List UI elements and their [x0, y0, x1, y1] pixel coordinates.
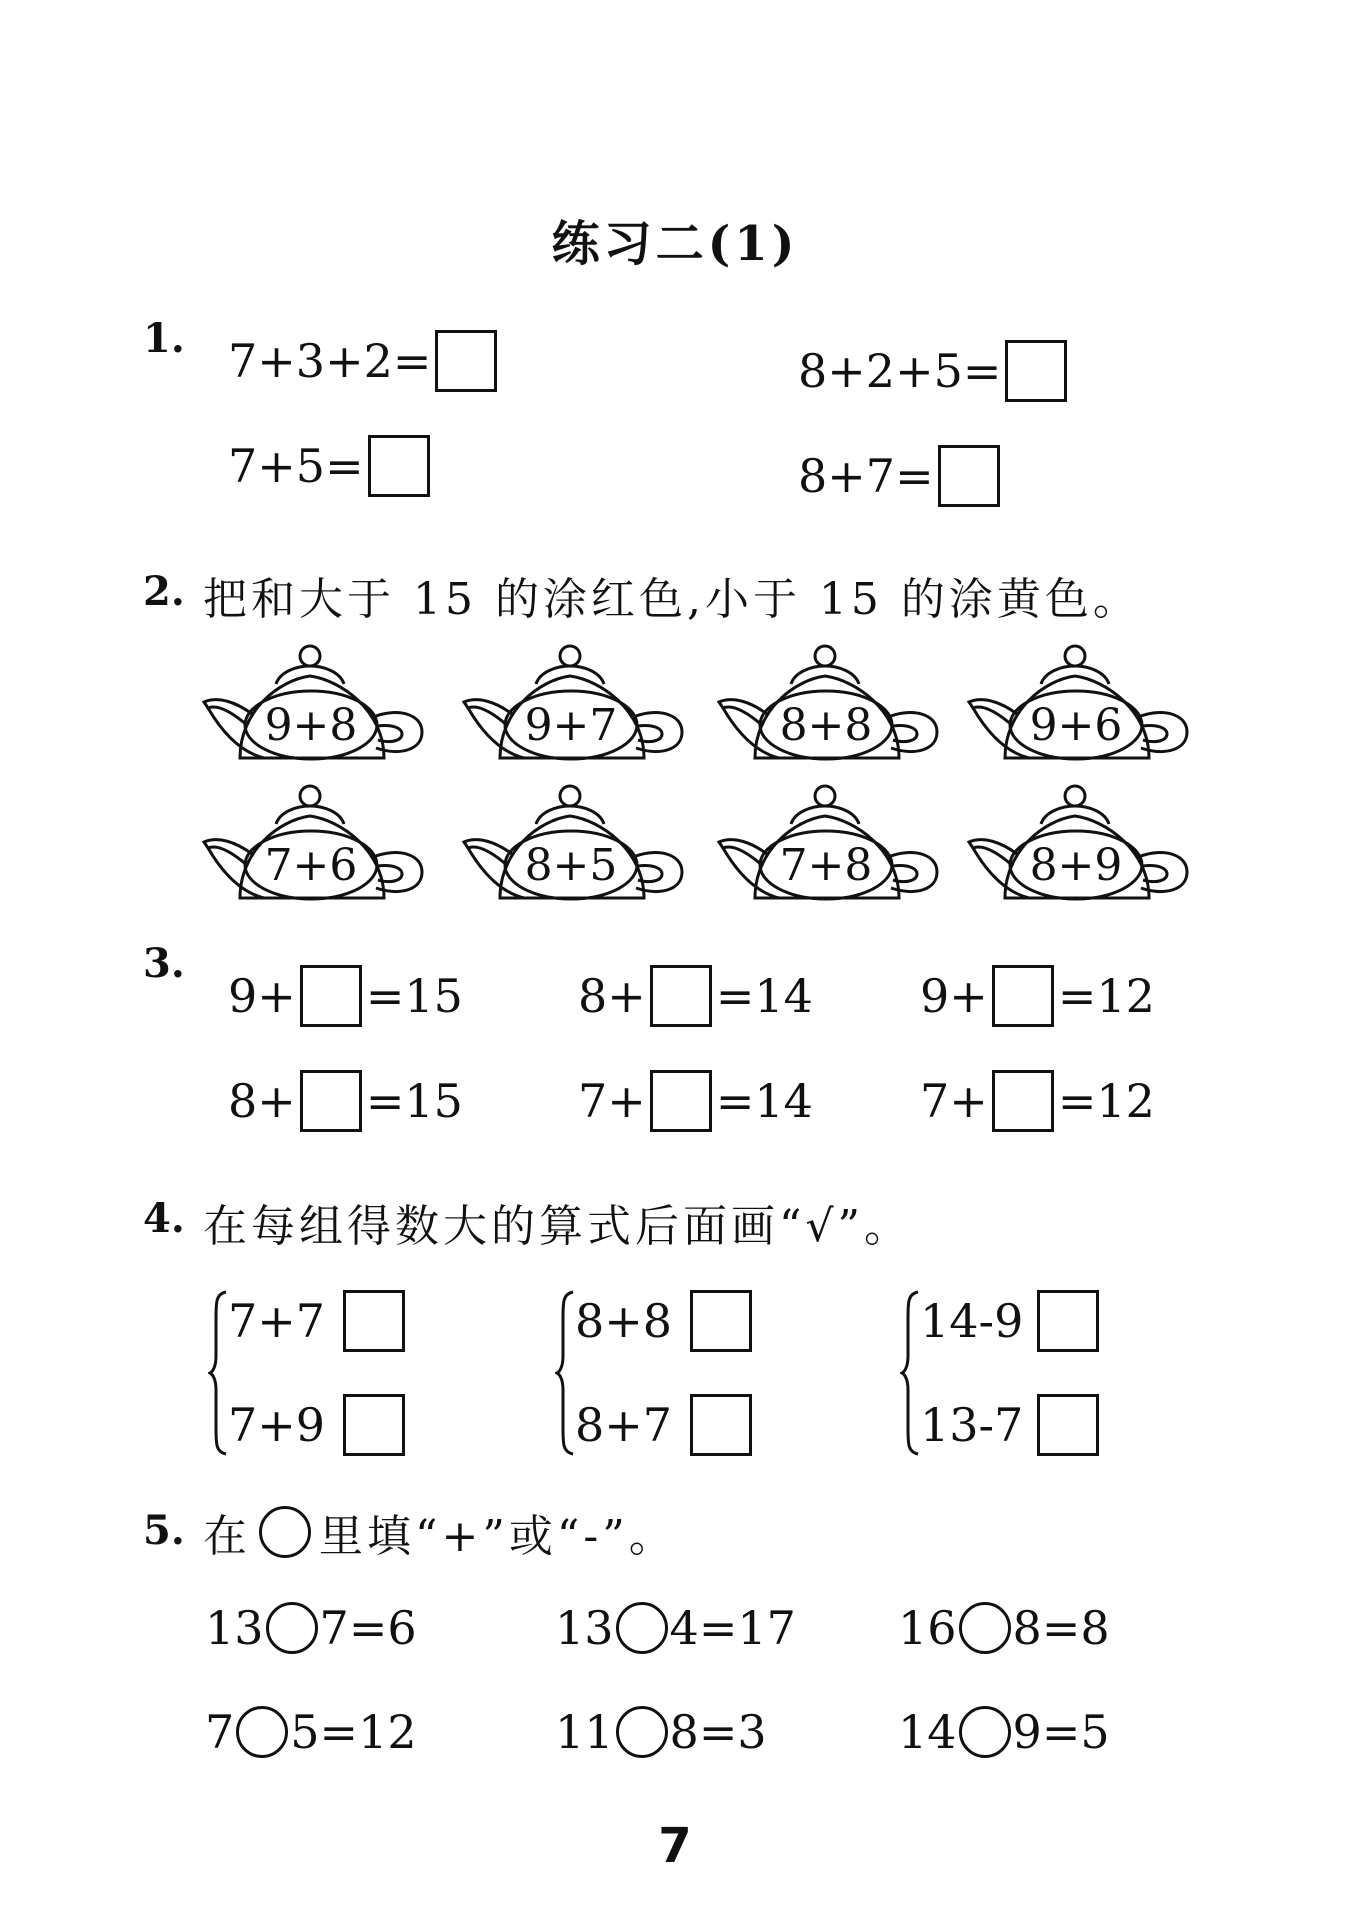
answer-box[interactable] — [435, 330, 497, 392]
comparison-row — [575, 1290, 756, 1352]
question-5-number: 5. — [143, 1507, 185, 1554]
q3-prefix: 9+ — [920, 969, 988, 1023]
check-box[interactable] — [690, 1290, 752, 1352]
q5-item — [205, 1702, 417, 1762]
q5-left-operand: 11 — [555, 1705, 614, 1759]
question-2-number: 2. — [143, 568, 185, 615]
q1-expression: 7+5= — [228, 439, 364, 493]
teapot-label: 8+8 — [779, 699, 873, 751]
operator-circle[interactable] — [236, 1706, 288, 1758]
question-3-number: 3. — [143, 940, 185, 987]
check-box[interactable] — [1037, 1394, 1099, 1456]
q3-suffix: =15 — [365, 1074, 463, 1128]
q5-item — [555, 1702, 767, 1762]
q1-item-2 — [798, 340, 1071, 402]
teapot-label: 9+7 — [524, 699, 618, 751]
question-5-text — [203, 1500, 677, 1564]
comparison-row — [228, 1394, 409, 1456]
comparison-expression: 8+8 — [575, 1294, 673, 1348]
comparison-row — [920, 1290, 1103, 1352]
answer-box[interactable] — [1005, 340, 1067, 402]
q3-item-4 — [228, 1070, 463, 1132]
comparison-row — [920, 1394, 1103, 1456]
q1-item-1 — [228, 330, 501, 392]
question-1-number: 1. — [143, 315, 185, 362]
q5-left-operand: 16 — [898, 1601, 957, 1655]
teapot[interactable] — [200, 780, 440, 915]
q5-left-operand: 13 — [205, 1601, 264, 1655]
q5-item — [555, 1598, 796, 1658]
answer-box[interactable] — [992, 965, 1054, 1027]
teapot[interactable] — [715, 780, 955, 915]
teapot[interactable] — [200, 640, 440, 775]
comparison-group — [900, 1288, 1140, 1458]
teapot-label: 8+9 — [1029, 839, 1123, 891]
question-4-text: 在每组得数大的算式后面画“√”。 — [203, 1201, 913, 1252]
page-title: 练习二(1) — [551, 216, 799, 272]
q3-item-3 — [920, 965, 1155, 1027]
answer-box[interactable] — [650, 965, 712, 1027]
check-box[interactable] — [343, 1394, 405, 1456]
comparison-group — [555, 1288, 795, 1458]
brace-icon — [555, 1288, 577, 1458]
q1-expression: 7+3+2= — [228, 334, 432, 388]
teapot[interactable] — [965, 780, 1205, 915]
page-number: 7 — [658, 1818, 692, 1874]
check-box[interactable] — [1037, 1290, 1099, 1352]
q3-suffix: =12 — [1057, 1074, 1155, 1128]
q1-expression: 8+7= — [798, 449, 934, 503]
q5-item — [205, 1598, 417, 1658]
comparison-expression: 7+9 — [228, 1398, 326, 1452]
question-2-text: 把和大于 15 的涂红色,小于 15 的涂黄色。 — [203, 574, 1141, 625]
brace-icon — [208, 1288, 230, 1458]
q5-item — [898, 1702, 1110, 1762]
q1-item-4 — [798, 445, 1004, 507]
answer-box[interactable] — [300, 965, 362, 1027]
q5-left-operand: 7 — [205, 1705, 235, 1759]
q5-right-expression: 8=8 — [1012, 1601, 1110, 1655]
q3-suffix: =12 — [1057, 969, 1155, 1023]
q1-item-3 — [228, 435, 434, 497]
answer-box[interactable] — [992, 1070, 1054, 1132]
answer-box[interactable] — [650, 1070, 712, 1132]
q3-prefix: 9+ — [228, 969, 296, 1023]
answer-box[interactable] — [300, 1070, 362, 1132]
teapot[interactable] — [460, 780, 700, 915]
operator-circle[interactable] — [266, 1602, 318, 1654]
teapot-label: 9+8 — [264, 699, 358, 751]
q5-left-operand: 14 — [898, 1705, 957, 1759]
circle-icon — [259, 1506, 311, 1558]
q5-text-before: 在 — [203, 1511, 251, 1562]
comparison-expression: 7+7 — [228, 1294, 326, 1348]
check-box[interactable] — [690, 1394, 752, 1456]
comparison-expression: 13-7 — [920, 1398, 1024, 1452]
q3-suffix: =14 — [715, 969, 813, 1023]
q5-text-after: 里填“+”或“-”。 — [319, 1511, 677, 1562]
teapot-label: 8+5 — [524, 839, 618, 891]
q3-item-1 — [228, 965, 463, 1027]
q3-prefix: 8+ — [578, 969, 646, 1023]
comparison-group — [208, 1288, 448, 1458]
teapot[interactable] — [715, 640, 955, 775]
comparison-row — [228, 1290, 409, 1352]
q3-item-5 — [578, 1070, 813, 1132]
comparison-expression: 14-9 — [920, 1294, 1024, 1348]
q3-prefix: 7+ — [578, 1074, 646, 1128]
q3-prefix: 8+ — [228, 1074, 296, 1128]
q5-left-operand: 13 — [555, 1601, 614, 1655]
teapot-label: 7+8 — [779, 839, 873, 891]
comparison-row — [575, 1394, 756, 1456]
operator-circle[interactable] — [959, 1602, 1011, 1654]
operator-circle[interactable] — [616, 1602, 668, 1654]
q3-prefix: 7+ — [920, 1074, 988, 1128]
comparison-expression: 8+7 — [575, 1398, 673, 1452]
brace-icon — [900, 1288, 922, 1458]
teapot[interactable] — [965, 640, 1205, 775]
teapot[interactable] — [460, 640, 700, 775]
q1-expression: 8+2+5= — [798, 344, 1002, 398]
q3-suffix: =14 — [715, 1074, 813, 1128]
answer-box[interactable] — [938, 445, 1000, 507]
teapot-label: 7+6 — [264, 839, 358, 891]
teapot-label: 9+6 — [1029, 699, 1123, 751]
q3-item-2 — [578, 965, 813, 1027]
operator-circle[interactable] — [616, 1706, 668, 1758]
operator-circle[interactable] — [959, 1706, 1011, 1758]
q5-right-expression: 8=3 — [669, 1705, 767, 1759]
check-box[interactable] — [343, 1290, 405, 1352]
answer-box[interactable] — [368, 435, 430, 497]
q5-right-expression: 4=17 — [669, 1601, 796, 1655]
question-4-number: 4. — [143, 1195, 185, 1242]
q5-right-expression: 7=6 — [319, 1601, 417, 1655]
q3-item-6 — [920, 1070, 1155, 1132]
q3-suffix: =15 — [365, 969, 463, 1023]
q5-right-expression: 5=12 — [290, 1705, 417, 1759]
q5-right-expression: 9=5 — [1012, 1705, 1110, 1759]
q5-item — [898, 1598, 1110, 1658]
